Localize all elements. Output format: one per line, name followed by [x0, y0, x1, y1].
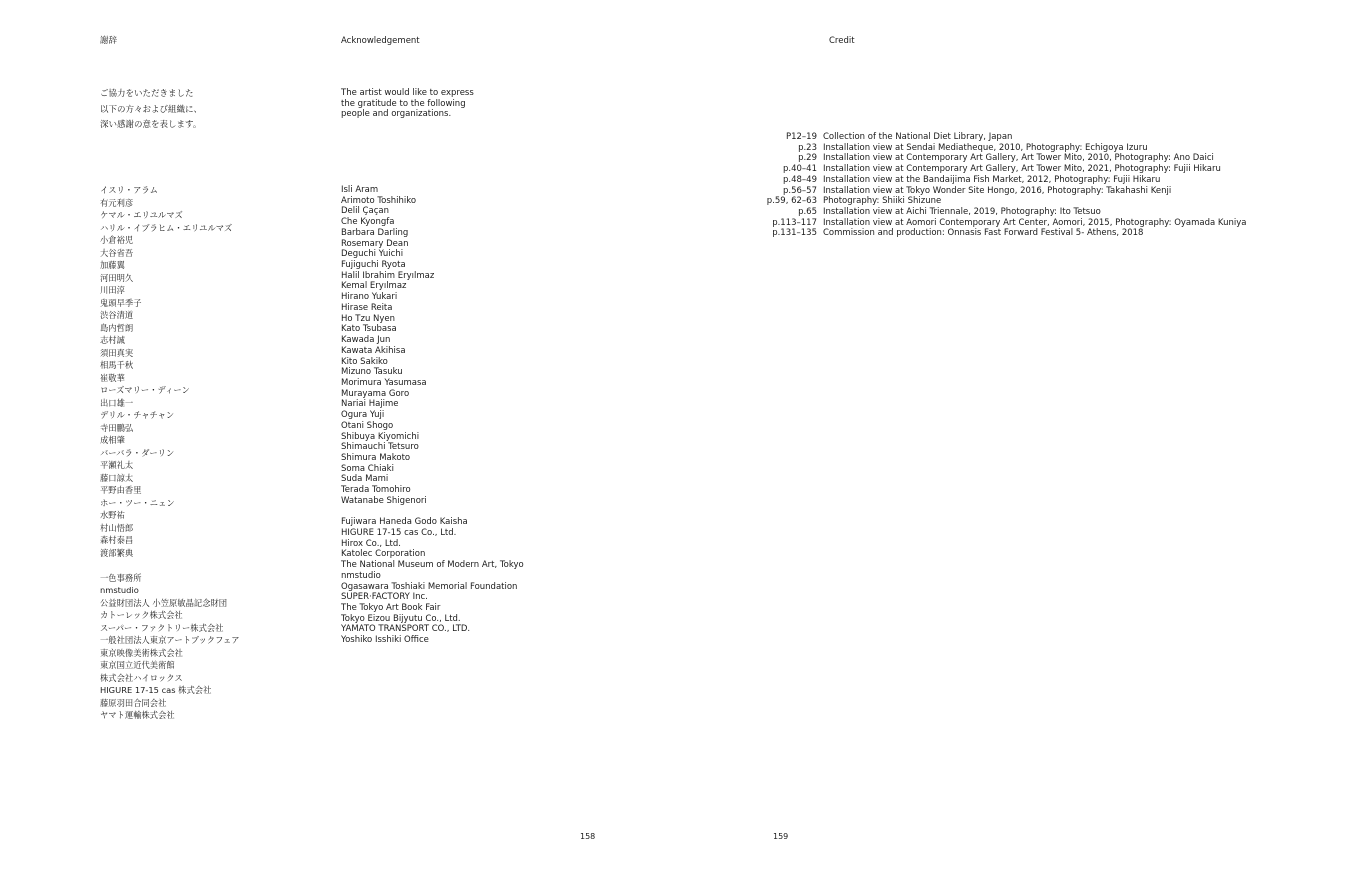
list-item: Hirano Yukari: [341, 292, 398, 303]
list-item: Shimura Makoto: [341, 452, 411, 463]
credits-table: [765, 132, 1246, 239]
list-item: Hirox Co., Ltd.: [341, 538, 401, 549]
credit-row: [765, 132, 1246, 143]
list-item: Tokyo Eizou Bijyutu Co., Ltd.: [341, 613, 461, 624]
list-item: 平野由香里: [100, 485, 142, 495]
list-item: Rosemary Dean: [341, 238, 409, 249]
names-en-column: [341, 185, 524, 646]
names-ja-list: [100, 184, 240, 559]
credit-row: [765, 153, 1246, 164]
list-item: Katolec Corporation: [341, 549, 426, 560]
list-item: Isli Aram: [341, 185, 379, 195]
list-item: Kato Tsubasa: [341, 324, 397, 335]
list-item: 村山悟郎: [100, 522, 134, 533]
list-item: 東京国立近代美術館: [100, 660, 175, 670]
list-item: Otani Shogo: [341, 420, 394, 431]
list-item: Che Kyongfa: [341, 217, 395, 228]
intro-en-line: the gratitude to the following: [341, 98, 466, 109]
list-item: 川田淳: [100, 285, 125, 295]
credit-pages: p.65: [798, 207, 817, 218]
names-ja-column: [100, 184, 240, 722]
list-item: ローズマリー・ディーン: [100, 385, 190, 395]
orgs-ja-list: [100, 572, 240, 722]
credit-pages: p.23: [798, 142, 817, 153]
list-item: デリル・チャチャン: [100, 410, 175, 420]
list-item: 一般社団法人東京アートブックフェア: [100, 635, 240, 645]
list-item: ヤマト運輸株式会社: [100, 710, 175, 720]
list-item: HIGURE 17-15 cas Co., Ltd.: [341, 528, 457, 538]
list-item: 渋谷清道: [100, 310, 134, 320]
list-item: 藤原羽田合同会社: [100, 697, 167, 708]
list-item: カトーレック株式会社: [100, 610, 183, 620]
list-item: Soma Chiaki: [341, 463, 394, 474]
intro-en-line: people and organizations.: [341, 109, 452, 120]
list-item: Ogasawara Toshiaki Memorial Foundation: [341, 581, 518, 592]
list-item: 鬼頭早季子: [100, 297, 142, 308]
list-item: 渡部繁典: [100, 547, 134, 558]
list-item: The National Museum of Modern Art, Tokyo: [341, 560, 524, 571]
heading-credit: Credit: [829, 36, 855, 46]
list-item: Delil Çaçan: [341, 206, 389, 217]
list-item: Shibuya Kiyomichi: [341, 431, 420, 442]
credits-block: [765, 132, 1246, 239]
list-item: HIGURE 17-15 cas 株式会社: [100, 685, 212, 695]
list-item: 株式会社ハイロックス: [100, 672, 183, 683]
list-item: Shimauchi Tetsuro: [341, 442, 419, 453]
list-item: バーバラ・ダーリン: [100, 447, 175, 458]
list-item: Deguchi Yuichi: [341, 249, 404, 260]
list-item: Arimoto Toshihiko: [341, 195, 417, 206]
credit-row: [765, 143, 1246, 154]
list-item: Kemal Eryılmaz: [341, 281, 407, 292]
list-item: Morimura Yasumasa: [341, 377, 427, 388]
intro-ja: [100, 87, 202, 134]
list-item: イスリ・アラム: [100, 185, 158, 195]
list-item: Suda Mami: [341, 474, 389, 485]
list-item: 有元利彦: [100, 197, 134, 208]
list-item: Fujiwara Haneda Godo Kaisha: [341, 517, 468, 528]
list-item: Nariai Hajime: [341, 399, 399, 410]
page-number-right: 159: [773, 832, 789, 841]
list-item: nmstudio: [341, 570, 381, 581]
list-item: 河田明久: [100, 272, 134, 283]
list-item: 小倉裕児: [100, 235, 134, 245]
credit-text: Installation view at the Bandaijima Fish Market, 2012, Photography: Fujii Hikaru: [823, 174, 1161, 185]
list-item: Kawata Akihisa: [341, 345, 406, 356]
list-item: 島内哲朗: [100, 322, 134, 333]
list-item: ハリル・イブラヒム・エリユルマズ: [100, 222, 233, 233]
list-item: Kito Sakiko: [341, 356, 388, 367]
credit-pages: p.59, 62–63: [766, 196, 817, 207]
list-item: 公益財団法人 小笠原敏晶記念財団: [100, 597, 228, 608]
list-item: ホー・ツー・ニェン: [100, 497, 175, 508]
list-item: 森村泰昌: [100, 535, 134, 545]
list-item: 成相肇: [100, 435, 125, 445]
credit-pages: p.48–49: [783, 174, 817, 185]
list-item: スーパー・ファクトリー株式会社: [100, 622, 224, 633]
list-item: ケマル・エリユルマズ: [100, 210, 183, 220]
list-item: Ho Tzu Nyen: [341, 313, 396, 324]
list-item: 東京映像美術株式会社: [100, 647, 183, 658]
credit-pages: p.113–117: [772, 217, 817, 228]
list-item: Ogura Yuji: [341, 410, 385, 421]
credit-row: [765, 175, 1246, 186]
list-item: Kawada Jun: [341, 335, 391, 346]
heading-ja: 謝辞: [100, 36, 118, 46]
intro-ja-line: 以下の方々および組織に、: [100, 104, 203, 115]
credit-text: Installation view at Contemporary Art Gallery, Art Tower Mito, 2021, Photography: Fujii Hikaru: [823, 164, 1221, 175]
list-item: 崔敬華: [100, 372, 125, 383]
credit-text: Installation view at Aichi Triennale, 2019, Photography: Ito Tetsuo: [823, 207, 1101, 218]
list-item: SUPER·FACTORY Inc.: [341, 592, 428, 603]
credit-row: [765, 186, 1246, 197]
list-item: Hirase Reita: [341, 302, 393, 313]
intro-en-line: The artist would like to express: [341, 88, 474, 98]
list-item: 出口雄一: [100, 397, 134, 408]
list-item: 藤口諒太: [100, 472, 134, 483]
list-item: 平瀬礼太: [100, 460, 134, 470]
list-item: 一色事務所: [100, 572, 142, 583]
list-item: nmstudio: [100, 585, 139, 595]
list-item: The Tokyo Art Book Fair: [341, 603, 441, 614]
credit-text: Installation view at Tokyo Wonder Site Hongo, 2016, Photography: Takahashi Kenji: [823, 185, 1172, 196]
heading-acknowledgement: Acknowledgement: [341, 36, 420, 46]
list-item: 志村誠: [100, 335, 125, 345]
credit-text: Commission and production: Onnasis Fast Forward Festival 5- Athens, 2018: [823, 228, 1144, 239]
intro-en: [341, 88, 474, 120]
list-item: Halil Ibrahim Eryılmaz: [341, 270, 435, 281]
list-item: 加藤翼: [100, 260, 125, 270]
list-item: 水野祐: [100, 510, 125, 520]
list-item: Terada Tomohiro: [341, 485, 411, 496]
credit-text: Installation view at Contemporary Art Gallery, Art Tower Mito, 2010, Photography: Ano Daici: [823, 153, 1214, 164]
credit-pages: P12–19: [785, 132, 817, 142]
list-item: Murayama Goro: [341, 388, 410, 399]
list-item: Barbara Darling: [341, 227, 409, 238]
list-item: Mizuno Tasuku: [341, 367, 403, 378]
credit-row: [765, 218, 1246, 229]
orgs-en-list: [341, 517, 524, 646]
intro-ja-line: ご協力をいただきました: [100, 89, 194, 99]
credit-pages: p.56–57: [783, 185, 817, 196]
credit-row: [765, 164, 1246, 175]
credit-text: Installation view at Aomori Contemporary Art Center, Aomori, 2015, Photography: Oyamada Kuniya: [823, 217, 1247, 228]
list-item: Fujiguchi Ryota: [341, 260, 406, 271]
credit-row: [765, 196, 1246, 207]
credit-pages: p.29: [798, 153, 817, 164]
list-item: YAMATO TRANSPORT CO., LTD.: [341, 624, 471, 635]
credit-text: Photography: Shiiki Shizune: [823, 196, 942, 207]
list-item: 相馬千秋: [100, 360, 134, 370]
credit-row: [765, 207, 1246, 218]
list-item: 寺田鵬弘: [100, 422, 134, 433]
list-item: 須田真実: [100, 347, 134, 358]
credit-row: [765, 228, 1246, 239]
credit-pages: p.40–41: [783, 164, 817, 175]
list-item: Yoshiko Isshiki Office: [341, 635, 429, 646]
credit-pages: p.131–135: [772, 228, 817, 239]
intro-ja-line: 深い感謝の意を表します。: [100, 120, 202, 130]
list-item: Watanabe Shigenori: [341, 495, 427, 506]
credit-text: Installation view at Sendai Mediatheque, 2010, Photography: Echigoya Izuru: [823, 142, 1148, 153]
list-item: 大谷省吾: [100, 247, 134, 258]
page-number-left: 158: [580, 832, 596, 841]
credit-text: Collection of the National Diet Library, Japan: [823, 132, 1013, 142]
names-en-list: [341, 185, 524, 507]
